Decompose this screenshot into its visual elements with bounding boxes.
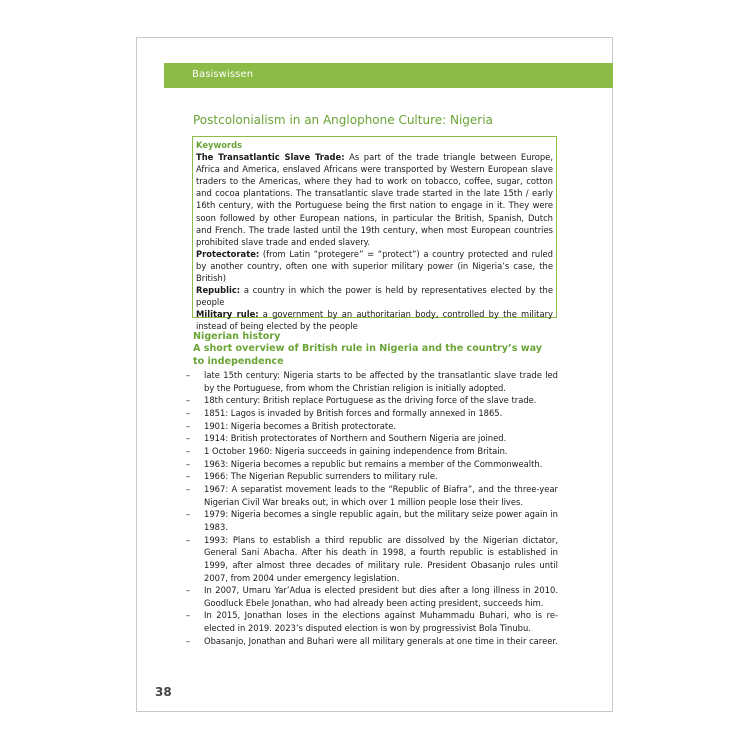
keyword-term: Military rule: xyxy=(196,309,259,320)
timeline-item: – 1851: Lagos is invaded by British forces and formally annexed in 1865. xyxy=(185,407,503,418)
page-title: Postcolonialism in an Anglophone Culture: Nigeria xyxy=(193,113,493,127)
keyword-term: Protectorate: xyxy=(196,248,260,259)
history-subheading-continued: to independence xyxy=(193,355,284,367)
timeline-item: – 1963: Nigeria becomes a republic but remains a member of the Commonwealth. xyxy=(185,458,543,469)
timeline-item: – 1967: A separatist movement leads to the “Republic of Biafra”, and the three-year Nigerian Civil War breaks out, in which over 1 million people lose their lives. xyxy=(185,483,558,507)
timeline-item: – late 15th century: Nigeria starts to be affected by the transatlantic slave trade led by the Portuguese, from whom the Christian religion is initially adopted. xyxy=(185,370,558,393)
keywords-heading: Keywords xyxy=(196,140,243,150)
timeline-item: – Obasanjo, Jonathan and Buhari were all military generals at one time in their career. xyxy=(185,635,558,646)
keyword-definition: a country in which the power is held by representatives elected by the people xyxy=(196,285,553,308)
timeline-item: – 18th century: British replace Portuguese as the driving force of the slave trade. xyxy=(185,395,537,406)
history-timeline xyxy=(176,369,558,647)
keyword-definition: a government by an authoritarian body, controlled by the military instead of being elected by the people xyxy=(196,309,553,332)
page-number: 38 xyxy=(155,685,172,699)
history-subheading: A short overview of British rule in Nigeria and the country’s way xyxy=(193,343,543,355)
keyword-term: The Transatlantic Slave Trade: xyxy=(196,152,345,163)
timeline-item: – 1914: British protectorates of Northern and Southern Nigeria are joined. xyxy=(185,433,507,444)
keyword-term: Republic: xyxy=(196,285,241,296)
keyword-entry xyxy=(196,248,553,284)
keyword-definition: (from Latin “protegere” = “protect”) a country protected and ruled by another country, often one with superior military power (in Nigeria’s case, the British) xyxy=(196,248,553,284)
keywords-box xyxy=(192,136,557,332)
keyword-entry xyxy=(196,308,553,332)
keyword-definition: As part of the trade triangle between Europe, Africa and America, enslaved Africans were transported by Western European slave traders to the Americas, where they had to work on tobacco, coffee, sugar, cotton and cocoa plantations. The transatlantic slave trade started in the late 15th / early 16th century, with the Portuguese being the first nation to engage in it. They were soon followed by other European nations, in particular the British, Spanish, Dutch and French. The trade lasted until the 19th century, when most European countries prohibited slave trade and ended slavery. xyxy=(196,152,553,247)
timeline-item: – 1 October 1960: Nigeria succeeds in gaining independence from Britain. xyxy=(185,445,508,456)
timeline-item: – 1993: Plans to establish a third republic are dissolved by the Nigerian dictator, General Sani Abacha. After his death in 1998, a fourth republic is established in 1999, after almost three decades of military rule. President Obasanjo rules until 2007, from 2004 under emergency legislation. xyxy=(185,534,558,583)
history-heading-block xyxy=(193,331,558,368)
keyword-entry xyxy=(196,284,553,308)
keyword-entry xyxy=(196,151,553,248)
timeline-item: – 1901: Nigeria becomes a British protectorate. xyxy=(185,420,397,431)
timeline-item: – In 2015, Jonathan loses in the elections against Muhammadu Buhari, who is re-elected in 2019. 2023’s disputed election is won by progressivist Bola Tinubu. xyxy=(185,610,558,634)
timeline-item: – In 2007, Umaru Yar’Adua is elected president but dies after a long illness in 2010. Goodluck Ebele Jonathan, who had already been acting president, succeeds him. xyxy=(185,585,558,608)
section-label: Basiswissen xyxy=(192,69,254,80)
section-banner xyxy=(164,63,613,88)
history-heading: Nigerian history xyxy=(193,331,281,342)
timeline-item: – 1979: Nigeria becomes a single republic again, but the military seize power again in 1983. xyxy=(185,509,558,532)
timeline-item: – 1966: The Nigerian Republic surrenders to military rule. xyxy=(185,471,438,482)
